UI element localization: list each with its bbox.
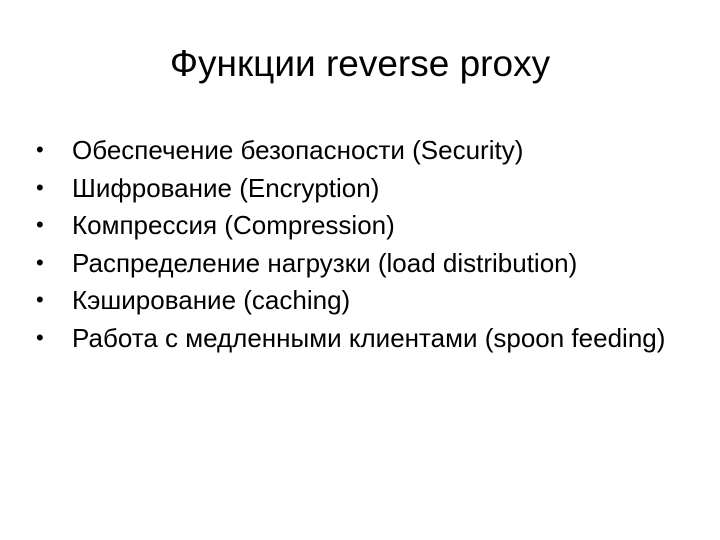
list-item-text: Работа с медленными клиентами (spoon feeding) xyxy=(72,322,666,353)
bullet-list xyxy=(36,135,696,360)
bullet-icon: • xyxy=(36,287,44,312)
bullet-icon: • xyxy=(36,174,44,200)
list-item xyxy=(36,323,696,353)
list-item xyxy=(36,285,696,315)
bullet-icon: • xyxy=(36,212,44,237)
list-item xyxy=(36,173,696,203)
slide-title: Функции reverse proxy xyxy=(169,43,551,84)
bullet-icon: • xyxy=(36,137,44,162)
list-item-text: Распределение нагрузки (load distribution) xyxy=(72,247,578,278)
list-item-text: Шифрование (Encryption) xyxy=(72,172,380,203)
bullet-icon: • xyxy=(36,324,44,350)
list-item-text: Кэширование (caching) xyxy=(72,285,351,315)
list-item-text: Компрессия (Compression) xyxy=(72,210,395,240)
list-item xyxy=(36,210,696,240)
list-item xyxy=(36,248,696,278)
list-item xyxy=(36,135,696,165)
bullet-icon: • xyxy=(36,249,44,275)
list-item-text: Обеспечение безопасности (Security) xyxy=(72,135,524,165)
